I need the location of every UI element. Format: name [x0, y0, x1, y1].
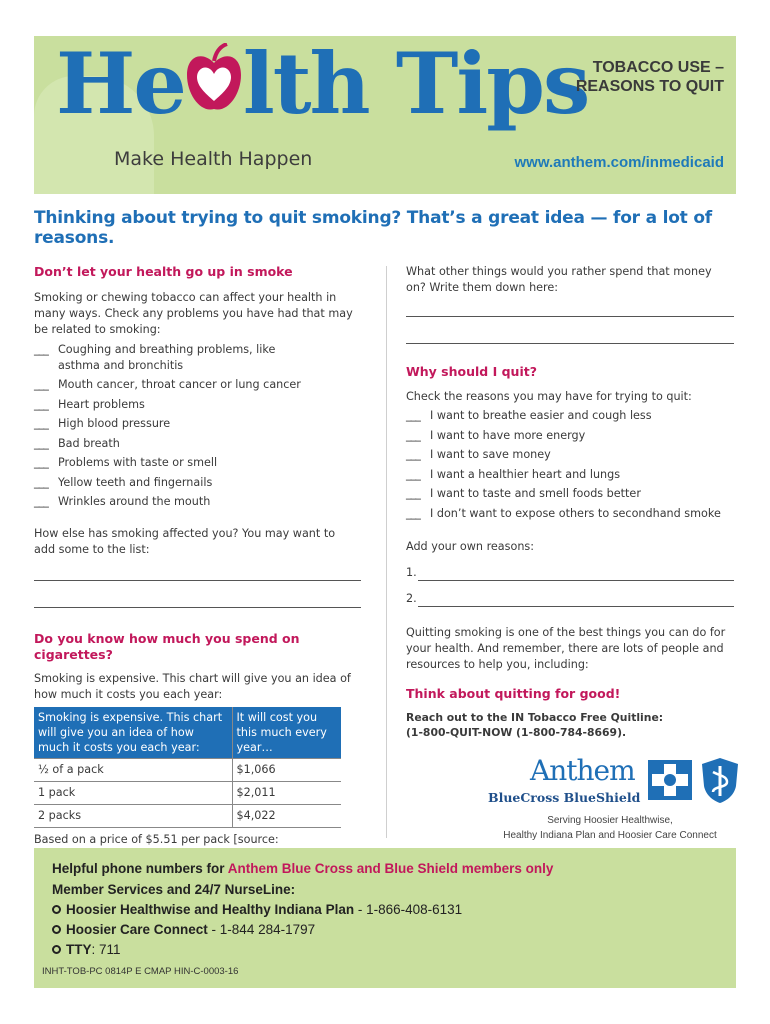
table-row [34, 758, 341, 781]
document-title [524, 58, 724, 96]
checkbox-blank[interactable]: ___ [406, 409, 420, 422]
problems-checklist [34, 342, 364, 514]
own-reason-row[interactable] [406, 591, 736, 607]
checkbox-blank[interactable]: ___ [34, 397, 48, 411]
blue-cross-icon [648, 760, 692, 800]
write-in-line[interactable] [418, 606, 734, 607]
checklist-item[interactable] [406, 486, 736, 506]
checkbox-blank[interactable]: ___ [406, 487, 420, 500]
write-in-line[interactable] [34, 607, 361, 608]
footer-line-1 [52, 861, 553, 876]
quitting-text: Quitting smoking is one of the best things you can do for your health. And remember, there are lots of people and resources to help you, including: [406, 626, 726, 671]
phone-number[interactable]: - 1-866-408-6131 [354, 902, 463, 917]
own-reason-number: 2. [406, 592, 417, 605]
spend-prompt: What other things would you rather spend that money on? Write them down here: [406, 265, 712, 294]
checklist-label: Yellow teeth and fingernails [58, 475, 213, 489]
checklist-label: I want to have more energy [430, 428, 586, 442]
checkbox-blank[interactable]: ___ [34, 343, 48, 356]
checklist-item[interactable] [34, 416, 364, 436]
checklist-item[interactable] [34, 475, 364, 495]
reasons-intro: Check the reasons you may have for trying to quit: [406, 390, 692, 403]
bcbs-wordmark: BlueCross BlueShield [488, 790, 641, 805]
footer-highlight: Anthem Blue Cross and Blue Shield members only [227, 861, 554, 876]
header-banner [34, 36, 736, 194]
website-link[interactable]: www.anthem.com/inmedicaid [514, 154, 724, 171]
section-heading-quit-for-good: Think about quitting for good! [406, 686, 621, 701]
checkbox-blank[interactable]: ___ [406, 467, 420, 481]
phone-label: TTY [66, 942, 92, 957]
bullet-icon [52, 945, 61, 954]
quitline-info [406, 710, 736, 740]
serving-line-1: Serving Hoosier Healthwise, [547, 815, 673, 826]
phone-item [52, 942, 121, 957]
checklist-item[interactable] [34, 397, 364, 417]
checklist-label: Coughing and breathing problems, like asthma and bronchitis [58, 343, 276, 372]
checklist-item[interactable] [406, 428, 736, 448]
health-tips-logo [56, 34, 589, 133]
add-to-list-prompt: How else has smoking affected you? You may want to add some to the list: [34, 526, 336, 556]
phone-item [52, 902, 462, 917]
checklist-label: Wrinkles around the mouth [58, 495, 211, 508]
logo-text-he: He [56, 34, 185, 133]
phone-number[interactable]: - 1-844 284-1797 [207, 922, 316, 937]
checklist-label: I want to taste and smell foods better [430, 487, 641, 500]
document-code: INHT-TOB-PC 0814P E CMAP HIN-C-0003-16 [42, 966, 239, 977]
checklist-label: High blood pressure [58, 417, 171, 430]
checklist-label: I don’t want to expose others to secondhand smoke [430, 506, 721, 520]
serving-text [490, 813, 730, 843]
write-in-line[interactable] [34, 580, 361, 581]
right-column [406, 264, 736, 740]
quitline-line-1: Reach out to the IN Tobacco Free Quitline: [406, 711, 664, 724]
table-cell: ½ of a pack [34, 758, 232, 781]
checklist-label: Problems with taste or smell [58, 456, 218, 469]
tagline: Make Health Happen [114, 148, 313, 170]
table-row [34, 804, 341, 827]
phone-item [52, 922, 315, 937]
checklist-item[interactable] [406, 467, 736, 487]
checkbox-blank[interactable]: ___ [34, 378, 48, 391]
left-column [34, 264, 364, 864]
checkbox-blank[interactable]: ___ [34, 436, 48, 450]
checklist-item[interactable] [34, 342, 364, 377]
section-heading-why-quit: Why should I quit? [406, 364, 537, 379]
write-in-line[interactable] [418, 580, 734, 581]
table-cell: 2 packs [34, 804, 232, 827]
checklist-item[interactable] [34, 494, 364, 514]
anthem-bcbs-logo [488, 754, 738, 810]
checklist-label: I want a healthier heart and lungs [430, 467, 621, 481]
checkbox-blank[interactable]: ___ [34, 456, 48, 469]
title-line-1: TOBACCO USE – [592, 59, 724, 76]
checklist-label: I want to breathe easier and cough less [430, 409, 652, 422]
table-cell: $2,011 [232, 781, 341, 804]
cost-table [34, 707, 341, 828]
write-in-line[interactable] [406, 316, 734, 317]
section-heading-cost: Do you know how much you spend on cigarettes? [34, 630, 300, 662]
section-intro: Smoking or chewing tobacco can affect your health in many ways. Check any problems you have had that may be related to smoking: [34, 291, 353, 336]
checklist-item[interactable] [406, 506, 736, 526]
checklist-item[interactable] [406, 447, 736, 467]
checkbox-blank[interactable]: ___ [406, 448, 420, 461]
section-heading-health: Don’t let your health go up in smoke [34, 264, 293, 279]
phone-number[interactable]: : 711 [91, 942, 121, 957]
checkbox-blank[interactable]: ___ [406, 428, 420, 442]
checklist-item[interactable] [406, 408, 736, 428]
column-divider [386, 266, 387, 838]
own-reason-number: 1. [406, 566, 417, 579]
logo-text-lth-tips: lth Tips [242, 34, 589, 133]
table-header-cell: Smoking is expensive. This chart will give you an idea of how much it costs you each year: [34, 707, 232, 759]
checkbox-blank[interactable]: ___ [34, 417, 48, 430]
checklist-label: Bad breath [58, 436, 120, 450]
footer-line-2: Member Services and 24/7 NurseLine: [52, 882, 296, 897]
checklist-label: I want to save money [430, 448, 551, 461]
table-row [34, 781, 341, 804]
checklist-label: Heart problems [58, 397, 145, 411]
table-header-row [34, 707, 341, 759]
checkbox-blank[interactable]: ___ [34, 495, 48, 508]
footer-panel [34, 848, 736, 988]
serving-line-2: Healthy Indiana Plan and Hoosier Care Connect [503, 830, 717, 841]
table-header-cell: It will cost you this much every year… [232, 707, 341, 759]
cost-footnote: Based on a price of $5.51 per pack [source: [34, 832, 279, 846]
own-reasons-prompt: Add your own reasons: [406, 540, 535, 553]
table-cell: 1 pack [34, 781, 232, 804]
table-cell: $1,066 [232, 758, 341, 781]
bullet-icon [52, 925, 61, 934]
quitline-phone[interactable]: (1-800-QUIT-NOW (1-800-784-8669). [406, 726, 627, 739]
own-reason-row[interactable] [406, 565, 736, 581]
blue-shield-icon [700, 756, 740, 804]
checklist-item[interactable] [34, 436, 364, 456]
main-headline: Thinking about trying to quit smoking? That’s a great idea — for a lot of reasons. [34, 208, 713, 248]
title-line-2: REASONS TO QUIT [575, 78, 724, 95]
checklist-item[interactable] [34, 377, 364, 397]
phone-label: Hoosier Healthwise and Healthy Indiana Plan [66, 902, 355, 917]
reasons-checklist [406, 408, 736, 525]
checkbox-blank[interactable]: ___ [406, 506, 420, 520]
footer-prefix: Helpful phone numbers for [52, 861, 228, 876]
checklist-item[interactable] [34, 455, 364, 475]
write-in-line[interactable] [406, 343, 734, 344]
checkbox-blank[interactable]: ___ [34, 475, 48, 489]
phone-label: Hoosier Care Connect [66, 922, 208, 937]
checklist-label: Mouth cancer, throat cancer or lung cancer [58, 378, 301, 391]
bullet-icon [52, 905, 61, 914]
anthem-wordmark: Anthem [530, 754, 635, 787]
cost-intro: Smoking is expensive. This chart will give you an idea of how much it costs you each year: [34, 671, 351, 701]
apple-heart-icon [185, 43, 243, 117]
table-cell: $4,022 [232, 804, 341, 827]
